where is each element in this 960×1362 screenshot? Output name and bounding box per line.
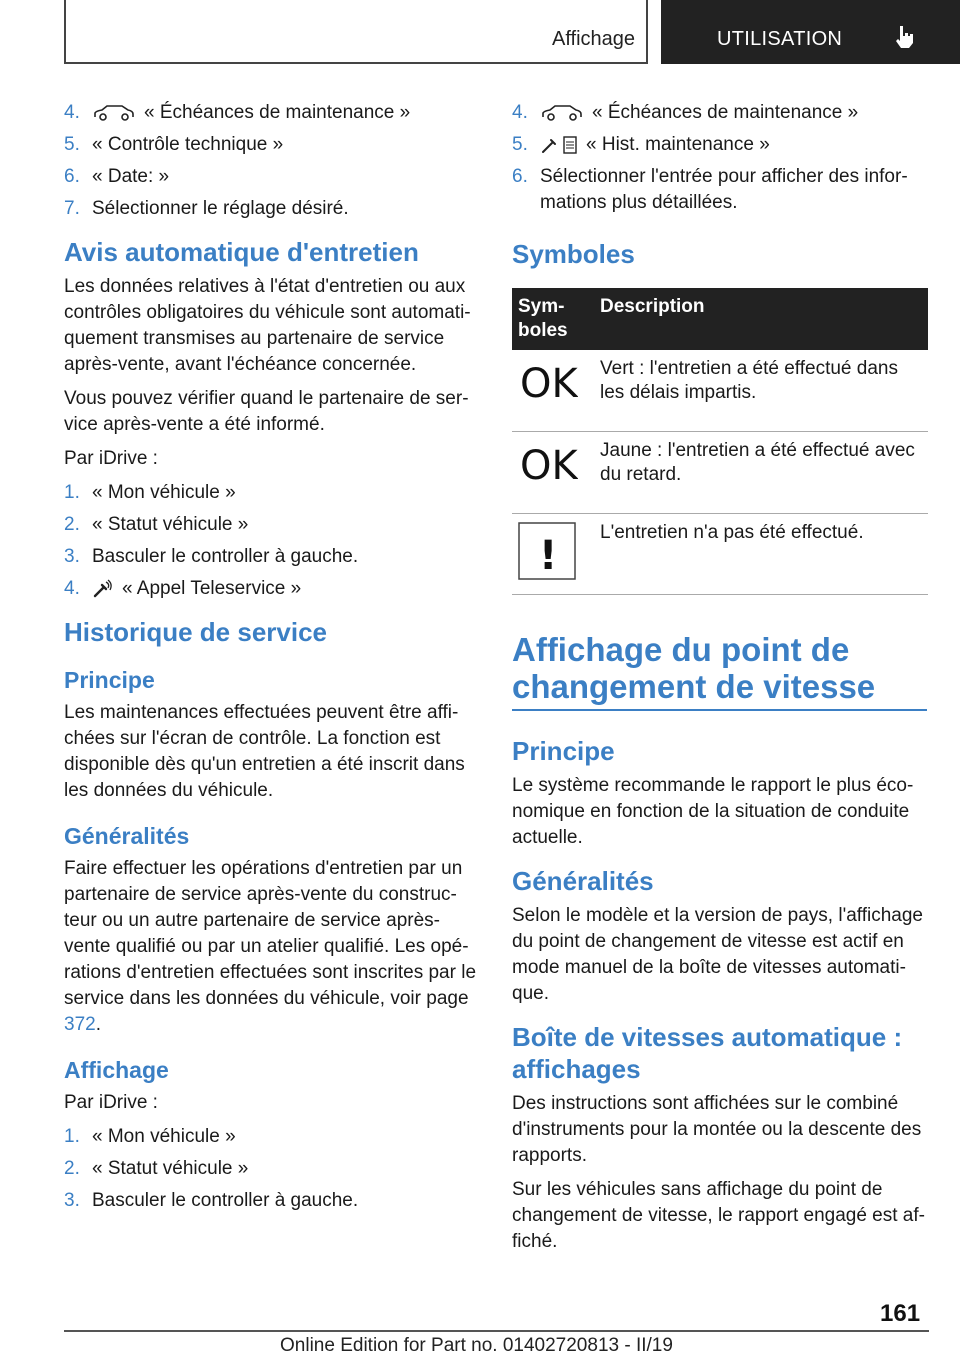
maintenance-history-icon: [540, 135, 578, 155]
history-steps-list: [64, 1124, 479, 1214]
paragraph: Vous pouvez vérifier quand le partenaire de ser-vice après-vente a été informé.: [64, 388, 469, 435]
heading-generalites-right: Généralités: [512, 866, 654, 896]
heading-symboles: Symboles: [512, 239, 635, 269]
table-row: [512, 432, 928, 514]
footer-edition: Online Edition for Part no. 01402720813 - II/19: [280, 1335, 673, 1356]
paragraph: Les données relatives à l'état d'entretien ou aux contrôles obligatoires du véhicule sont automati-quement transmises au partenaire de service après-vente, avant l'échéance concernée.: [64, 276, 471, 375]
history-steps-continued-list: [512, 100, 927, 216]
wrench-signal-icon: [92, 579, 114, 599]
heading-principe: Principe: [64, 667, 155, 693]
page-number: 161: [880, 1300, 921, 1327]
header-chapter-label: UTILISATION: [717, 28, 843, 50]
table-header-symbols: Sym-boles: [512, 288, 594, 350]
heading-historique: Historique de service: [64, 617, 327, 647]
heading-generalites: Généralités: [64, 823, 190, 849]
paragraph: Selon le modèle et la version de pays, l'affichage du point de changement de vitesse est actif en mode manuel de la boîte de vitesses automati-que.: [512, 905, 923, 1004]
svg-text:!: !: [539, 533, 558, 579]
list-item: 7. Sélectionner le réglage désiré.: [64, 198, 349, 219]
right-column: [512, 100, 927, 1263]
ok-symbol-icon: [518, 445, 578, 485]
list-item: 1. « Mon véhicule »: [64, 482, 236, 503]
svg-text:OK: OK: [520, 363, 578, 403]
table-cell-description: Vert : l'entretien a été effectué dans les délais impartis.: [594, 350, 928, 432]
list-item: 1. « Mon véhicule »: [64, 1126, 236, 1147]
page-link[interactable]: 372: [64, 1014, 96, 1035]
table-header-row: [512, 288, 928, 350]
list-item: 2. « Statut véhicule »: [64, 514, 249, 535]
list-item: 2. « Statut véhicule »: [64, 1158, 249, 1179]
list-item: 5. « Contrôle technique »: [64, 134, 284, 155]
list-item: 5. « Hist. maintenance »: [512, 134, 770, 155]
car-icon: [92, 104, 136, 122]
paragraph: Le système recommande le rapport le plus éco-nomique en fonction de la situation de conduite actuelle.: [512, 775, 914, 848]
paragraph: Sur les véhicules sans affichage du point de changement de vitesse, le rapport engagé est af-fiché.: [512, 1179, 925, 1252]
table-header-description: Description: [594, 288, 928, 350]
ok-symbol-icon: [518, 363, 578, 403]
table-cell-description: L'entretien n'a pas été effectué.: [594, 514, 928, 595]
warning-symbol-icon: [518, 522, 576, 580]
paragraph: Faire effectuer les opérations d'entretien par un partenaire de service après-vente du construc-teur ou un autre partenaire de service après-vente qualifié ou par un atelier qualifié. Les opé-rations d'entretien effectuées sont inscrites par le service dans les données du véhicule, voir page 372.: [64, 858, 477, 1035]
left-column: [64, 100, 479, 1220]
maintenance-steps-list: [64, 100, 479, 222]
table-cell-description: Jaune : l'entretien a été effectué avec du retard.: [594, 432, 928, 514]
heading-avis-automatique: Avis automatique d'entretien: [64, 237, 419, 267]
header-chapter-tab: [661, 0, 960, 64]
hand-pointer-icon: [894, 24, 916, 50]
list-item: 4. « Échéances de maintenance »: [512, 102, 859, 123]
heading-point-changement: Affichage du point de changement de vitesse: [512, 631, 927, 711]
teleservice-steps-list: [64, 480, 479, 602]
paragraph: Par iDrive :: [64, 448, 158, 469]
list-item: 6. « Date: »: [64, 166, 170, 187]
paragraph: Des instructions sont affichées sur le combiné d'instruments pour la montée ou la descente des rapports.: [512, 1093, 922, 1166]
header-section-title: Affichage: [552, 28, 636, 50]
svg-text:OK: OK: [520, 445, 578, 485]
list-item: 3. Basculer le controller à gauche.: [64, 1190, 359, 1211]
list-item: 4. « Appel Teleservice »: [64, 578, 302, 599]
list-item: 6. Sélectionner l'entrée pour afficher des infor-mations plus détaillées.: [512, 166, 908, 213]
footer-divider: [64, 1330, 929, 1332]
list-item: 4. « Échéances de maintenance »: [64, 102, 411, 123]
table-row: [512, 350, 928, 432]
list-item: 3. Basculer le controller à gauche.: [64, 546, 359, 567]
heading-affichage: Affichage: [64, 1057, 169, 1083]
table-row: [512, 514, 928, 595]
symbols-table: [512, 288, 928, 595]
paragraph: Les maintenances effectuées peuvent être affi-chées sur l'écran de contrôle. La fonction est disponible dès qu'un entretien a été inscrit dans les données du véhicule.: [64, 702, 465, 801]
heading-boite-vitesses: Boîte de vitesses automatique : affichages: [512, 1022, 903, 1084]
heading-principe-right: Principe: [512, 736, 615, 766]
paragraph: Par iDrive :: [64, 1092, 158, 1113]
car-icon: [540, 104, 584, 122]
